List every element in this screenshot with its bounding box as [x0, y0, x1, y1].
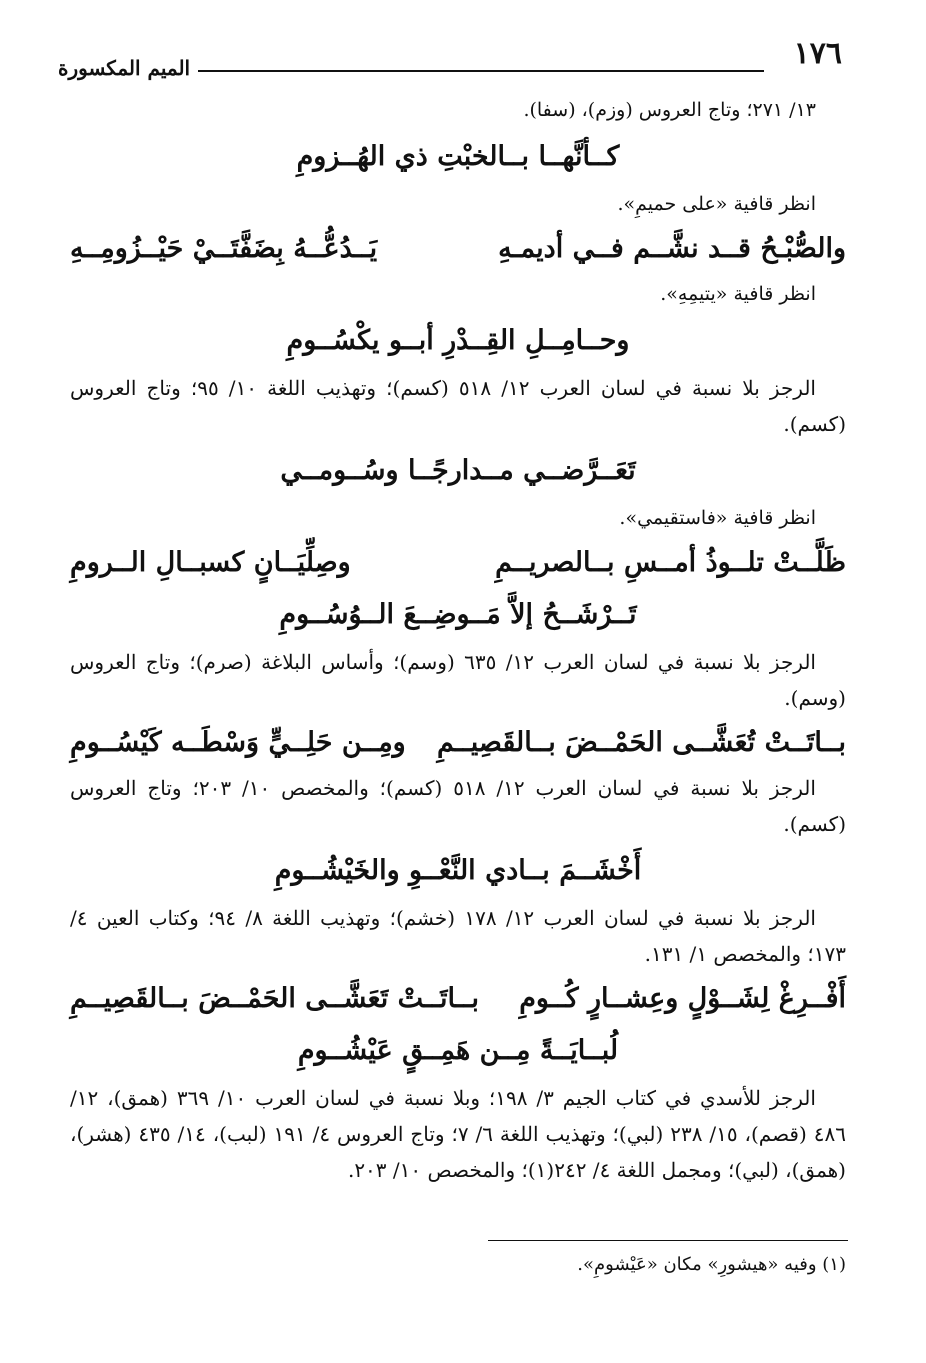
hemistich-left: وصِلِّيَــانٍ كسبــالِ الــرومِ — [70, 547, 351, 578]
source-paragraph: الرجز للأسدي في كتاب الجيم ٣/ ١٩٨؛ وبلا نسبة في لسان العرب ١٠/ ٣٦٩ (همق)، ١٢/ ٤٨٦ (قصم)، ١٥/ ٢٣٨ (لبي)؛ وتهذيب اللغة ٦/ ٧؛ وتاج العروس ٤/ ١٩١ (لبب)، ١٤/ ٤٣٥ (هشر)، (همق)، (لبي)؛ ومجمل اللغة ٤/ ٢٤٢(١)؛ والمخصص ١٠/ ٢٠٣. — [70, 1086, 846, 1182]
verse-line: أَخْشَــمَ بــادي النَّعْــوِ والخَيْشُــومِ — [274, 855, 642, 886]
verse-couplet — [70, 540, 846, 586]
verse-couplet — [70, 226, 846, 272]
hemistich-left: بــاتَــتْ تَعَشَّــى الحَمْــضَ بــالقَصِيــمِ — [70, 983, 480, 1014]
footnote: (١) وفيه «هيشورِ» مكان «عَيْشومِ». — [577, 1254, 846, 1275]
page-number: ١٧٦ — [793, 36, 842, 71]
verse-line: تَــرْشَــحُ إلاَّ مَــوضِــعَ الــوُسُــومِ — [279, 599, 637, 630]
hemistich-left: ومِــن حَلِــيٍّ وَسْطَــه كَيْسُــومِ — [70, 727, 406, 758]
page-header — [58, 36, 842, 80]
source-paragraph: الرجز بلا نسبة في لسان العرب ١٢/ ٦٣٥ (وسم)؛ وأساس البلاغة (صرم)؛ وتاج العروس (وسم). — [70, 650, 846, 710]
verse-line: لُبــايَــةً مِــن هَمِــقٍ عَيْشُــومِ — [297, 1035, 619, 1066]
verse-line: كــأنَّهــا بــالخبْتِ ذي الهُــزومِ — [296, 141, 620, 172]
page-body — [70, 92, 846, 1188]
hemistich-right: أَفْــرِغْ لِشَــوْلٍ وعِشــارٍ كُــومِ — [519, 983, 846, 1014]
hemistich-right: ظَلَّــتْ تلــوذُ أمــسِ بــالصريــمِ — [495, 547, 846, 578]
running-title: الميم المكسورة — [58, 56, 191, 80]
footnote-rule — [488, 1240, 848, 1241]
source-paragraph: الرجز بلا نسبة في لسان العرب ١٢/ ٥١٨ (كسم)؛ والمخصص ١٠/ ٢٠٣؛ وتاج العروس (كسم). — [70, 776, 846, 836]
verse-line: وحــامِــلِ القِــدْرِ أبــو يكْسُــومِ — [286, 325, 630, 356]
verse-couplet — [70, 976, 846, 1022]
verse-line: تَعَــرَّضــي مــدارجًــا وسُــومــي — [280, 455, 636, 486]
source-paragraph: الرجز بلا نسبة في لسان العرب ١٢/ ١٧٨ (خشم)؛ وتهذيب اللغة ٨/ ٩٤؛ وكتاب العين ٤/ ١٧٣؛ والمخصص ١/ ١٣١. — [70, 906, 846, 966]
hemistich-right: والصُّبْـحُ قــد نشَّــم فــي أديمـهِ — [498, 233, 846, 264]
cross-reference: انظر قافية «على حميمِ». — [617, 193, 816, 215]
hemistich-right: بــاتَــتْ تُعَشَّــى الحَمْــضَ بــالقَصِيــمِ — [436, 727, 846, 758]
reference-line: ١٣/ ٢٧١؛ وتاج العروس (وزم)، (سفا). — [523, 99, 816, 121]
source-paragraph: الرجز بلا نسبة في لسان العرب ١٢/ ٥١٨ (كسم)؛ وتهذيب اللغة ١٠/ ٩٥؛ وتاج العروس (كسم). — [70, 376, 846, 436]
header-rule — [198, 70, 764, 72]
verse-couplet — [70, 720, 846, 766]
hemistich-left: يَــدُعُّــهُ بِضَفَّتَــيْ حَيْــزُومِــهِ — [70, 233, 378, 264]
cross-reference: انظر قافية «يتيمِهِ». — [660, 283, 816, 305]
cross-reference: انظر قافية «فاستقيمي». — [619, 507, 816, 529]
